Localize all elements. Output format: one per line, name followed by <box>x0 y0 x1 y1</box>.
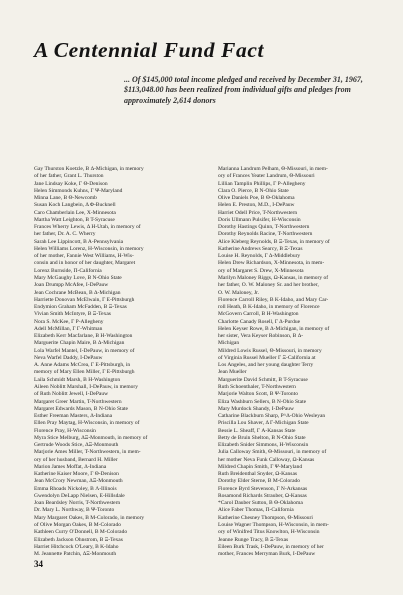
donor-line: Ruth Schoenthaler, T-Northwestern <box>218 383 296 390</box>
donor-line: Dorothy Elder Sterne, B M-Colorado <box>218 478 301 485</box>
donor-line: Frances Wherry Lewis, Δ H-Utah, in memory of <box>34 224 141 231</box>
donor-line: her mother Neva Funk Calloway, Ω-Kansas <box>218 456 315 463</box>
donor-line: of her father, Grant L. Thurston <box>34 173 104 180</box>
donor-line: Helen Drew Richardson, X-Minnesota, in mem- <box>218 260 325 267</box>
donor-line: Susan Koch Langbein, Δ Φ-Bucknell <box>34 202 116 209</box>
donor-line: A. Anne Adams McCrea, Γ E-Pittsburgh, in <box>34 362 131 369</box>
donor-line: Jean Mueller <box>218 369 247 376</box>
donor-line: of Ruth Noblitt Jewell, I-DePauw <box>34 391 109 398</box>
donor-line: Doris Ullmann Pulsifer, H-Wisconsin <box>218 216 301 223</box>
page-number: 34 <box>34 559 43 569</box>
donor-line: Elizabeth Snider Simmons, H-Wisconsin <box>218 442 309 449</box>
donor-line: Joan Drumpp McAfee, I-DePauw <box>34 282 109 289</box>
donor-line: Julia Calloway Smith, Θ-Missouri, in memory of <box>218 449 327 456</box>
donor-line: Neva Warfel Daddy, I-DePauw <box>34 354 103 361</box>
donor-line: Jeanne Runge Tracy, B Ξ-Texas <box>218 536 289 543</box>
donor-line: McGovern Carroll, B H-Washington <box>218 311 299 318</box>
donor-line: Florence Pray, H-Wisconsin <box>34 427 96 434</box>
donor-line: Laila Schmidt Marsh, B H-Washington <box>34 376 121 383</box>
donor-line: Marion James Moffat, Δ-Indiana <box>34 463 107 470</box>
donor-line: Dorothy Hastings Quinn, T-Northwestern <box>218 224 310 231</box>
fund-fact-intro: ... Of $145,000 total income pledged and received by December 31, 1967, $113,048.00 has been realized from individual gifts and pledges from approximately 2,614 donors <box>124 75 363 105</box>
donor-line: Florence Byrd Stevenson, Γ N-Arkansas <box>218 485 308 492</box>
donor-line: Ruth Breidenthal Snyder, Ω-Kansas <box>218 471 298 478</box>
donor-line: *Carol Dauber Sutton, B Θ-Oklahoma <box>218 500 303 507</box>
donor-line: Mildred Chapin Smith, Γ Ψ-Maryland <box>218 463 303 470</box>
donor-line: Dorothy Reynolds Racine, T-Northwestern <box>218 231 313 238</box>
donor-line: Helen Keyser Rowe, B Δ-Michigan, in memory of <box>218 325 330 332</box>
donor-line: Emma Rhoads Nickoley, B Λ-Illinois <box>34 485 117 492</box>
donor-line: Harriet Hitchcock O'Leary, B K-Idaho <box>34 543 119 550</box>
donor-line: Mary McGaughy Love, B N-Ohio State <box>34 274 122 281</box>
donor-line: Los Angeles, and her young daughter Terry <box>218 362 314 369</box>
donor-line: Marguerite Chapin Maire, B Δ-Michigan <box>34 340 125 347</box>
donor-line: Olive Daniels Poe, B Θ-Oklahoma <box>218 195 295 202</box>
donor-line: Florence Carroll Riley, B K-Idaho, and Mary Car- <box>218 296 329 303</box>
donor-line: Endymion Graham McFadden, B Ξ-Texas <box>34 304 127 311</box>
donor-line: of her mother, Fannie West Williams, H-Wis- <box>34 253 134 260</box>
donor-line: Betty de Bruin Shelton, B N-Ohio State <box>218 434 306 441</box>
donor-line: Charlotte Canady Rosell, Γ Δ-Purdue <box>218 318 301 325</box>
donor-line: Elizabeth Kerr Macfarlane, B H-Washington <box>34 333 133 340</box>
donor-line: Alice Kleberg Reynolds, B Ξ-Texas, in memory of <box>218 238 330 245</box>
donor-line: Michigan <box>218 340 240 347</box>
donor-line: Katherine Chesney Thompson, Θ-Missouri <box>218 514 313 521</box>
donor-line: Louise Wagner Thompson, H-Wisconsin, in mem- <box>218 522 329 529</box>
donor-line: Elizabeth Jackson Ohnstrom, B Ξ-Texas <box>34 536 123 543</box>
donor-line: Catharine Blackburn Sharp, P^Δ-Ohio Wesleyan <box>218 413 326 420</box>
donor-line: roll Heath, B K-Idaho, in memory of Florence <box>218 304 320 311</box>
donor-line: Myra Stice Melburg, ΔΞ-Monmouth, in memory of <box>34 434 148 441</box>
donor-line: Helen Williams Lorenz, H-Wisconsin, in memory <box>34 245 144 252</box>
donor-line: Aileen Noblitt Marshall, I-DePauw, in memory <box>34 383 138 390</box>
donor-line: Vivian Smith McIntyre, B Ξ-Texas <box>34 311 111 318</box>
donor-line: Louise H. Reynolds, Γ Δ-Middlebury <box>218 253 301 260</box>
donor-line: Gay Thurston Koetzle, B Δ-Michigan, in memory <box>34 166 144 172</box>
donor-line: Dr. Mary L. Northway, B Ψ-Toronto <box>34 507 115 514</box>
donor-line: Marjorie Ames Miller, T-Northwestern, in mem- <box>34 449 141 456</box>
donor-line: Eliza Washburn Sellers, B N-Ohio State <box>218 398 307 405</box>
donor-line: Mary Murdock Shandy, I-DePauw <box>218 405 295 412</box>
donor-line: of Virginia Russel Mueller Γ Ξ-California at <box>218 354 316 361</box>
donor-line: Minna Lane, B Θ-Newcomb <box>34 195 97 202</box>
donor-line: Esther Freeman Masters, Δ-Indiana <box>34 413 113 420</box>
donor-line: her father, Dr. A. C. Wherry <box>34 231 96 238</box>
donor-line: Priscilla Lou Shaver, Δ Γ-Michigan State <box>218 420 309 427</box>
donor-line: Lillian Tamplin Phillips, Γ P-Allegheny <box>218 180 306 187</box>
donor-line: O. W. Maloney, Jr. <box>218 289 260 296</box>
donor-line: Katherine Andrews Searcy, B Ξ-Texas <box>218 245 303 252</box>
donor-line: Marjorie Walton Scott, B Ψ-Toronto <box>218 391 298 398</box>
donor-line: Ellen Pray Maytag, H-Wisconsin, in memory of <box>34 420 140 427</box>
donor-line: ory of Winifred Titus Knowlton, H-Wisconsin <box>218 529 320 536</box>
donor-line: ory of Frances Yeater Landrum, Θ-Missouri <box>218 173 315 180</box>
donor-line: Margaret Greer Martin, T-Northwestern <box>34 398 122 405</box>
donor-line: ory of her husband, Bernard H. Miller <box>34 456 118 463</box>
donor-line: Helen E. Preston, M.D., I-DePauw <box>218 202 295 209</box>
donor-line: Nora S. McKee, Γ P-Allegheny <box>34 318 104 325</box>
donor-line: of Olive Morgan Oakes, B M-Colorado <box>34 522 121 529</box>
donor-line: Rosamond Richards Strauber, Ω-Kansas <box>218 492 307 499</box>
donor-line: her father, O. W. Maloney Sr. and her brother, <box>218 282 319 289</box>
donor-line: M. Jeannette Patchin, ΔΞ-Monmouth <box>34 551 117 558</box>
donor-line: Lorenz Burnside, Π-California <box>34 267 102 274</box>
donor-line: mother, Frances Merryman Burk, I-DePauw <box>218 551 316 558</box>
donor-line: Jean McCrory Newman, ΔΞ-Monmouth <box>34 478 123 485</box>
donor-line: Margaret Edwards Mason, B N-Ohio State <box>34 405 128 412</box>
donor-line: Jane Lindsay Koke, Γ Θ-Denison <box>34 180 108 187</box>
donor-line: Clara O. Pierce, B N-Ohio State <box>218 187 289 194</box>
donor-line: Gwendolyn DeLapp Nielsen, E-Hillsdale <box>34 492 125 499</box>
donor-line: Sarah Lee Lippincott, B A-Pennsylvania <box>34 238 124 245</box>
donor-line: Martha Watt Leighton, B T-Syracuse <box>34 216 115 223</box>
donor-line: Adell McMillan, Γ Γ-Whitman <box>34 325 103 332</box>
donor-line: Marianna Landrum Pelham, Θ-Missouri, in mem- <box>218 166 328 172</box>
donor-line: Eileen Burk Trask, I-DePauw, in memory of her <box>218 543 324 550</box>
donor-line: Marguerite David Schmitt, B T-Syracuse <box>218 376 308 383</box>
donor-list-left <box>34 166 212 558</box>
donor-line: Kathleen Curry O'Donnell, B M-Colorado <box>34 529 128 536</box>
donor-line: Mildred Lowis Russel, Θ-Missouri, in memory <box>218 347 322 354</box>
donor-line: Jean Cochrane McBean, B Δ-Michigan <box>34 289 121 296</box>
donor-line: her sister, Vera Keyser Robinson, B Δ- <box>218 333 304 340</box>
donor-line: Marilyn Maloney Riggs, Ω-Kansas, in memory of <box>218 274 329 281</box>
donor-line: Bessie L. Sheaff, Γ A-Kansas State <box>218 427 296 434</box>
donor-line: Harriette Donovan McElwain, Γ E-Pittsburgh <box>34 296 135 303</box>
donor-line: Mary Margaret Oakes, B M-Colorado, in memory <box>34 514 145 521</box>
page-title: A Centennial Fund Fact <box>34 38 265 62</box>
donor-line: memory of Mary Ellen Miller, Γ E-Pittsburgh <box>34 369 135 376</box>
donor-line: Alice Faber Thomas, Π-California <box>218 507 294 514</box>
donor-line: Joan Beardsley Norris, T-Northwestern <box>34 500 121 507</box>
donor-line: Caro Chamberlain Lee, X-Minnesota <box>34 209 116 216</box>
donor-line: Harriet Odell Price, T-Northwestern <box>218 209 298 216</box>
donor-line: Helen Simmonds Kuhns, Γ Ψ-Maryland <box>34 187 123 194</box>
donor-line: consin and in honor of her daughter, Margaret <box>34 260 136 267</box>
donor-line: Gertrude Woods Stice, ΔΞ-Monmouth <box>34 442 119 449</box>
donor-line: Lola Warfel Mantel, I-DePauw, in memory of <box>34 347 135 354</box>
donor-line: Katherine Kaiser Moore, Γ Θ-Denison <box>34 471 119 478</box>
donor-list-right <box>218 166 396 558</box>
donor-line: ory of Margaret S. Drew, X-Minnesota <box>218 267 304 274</box>
